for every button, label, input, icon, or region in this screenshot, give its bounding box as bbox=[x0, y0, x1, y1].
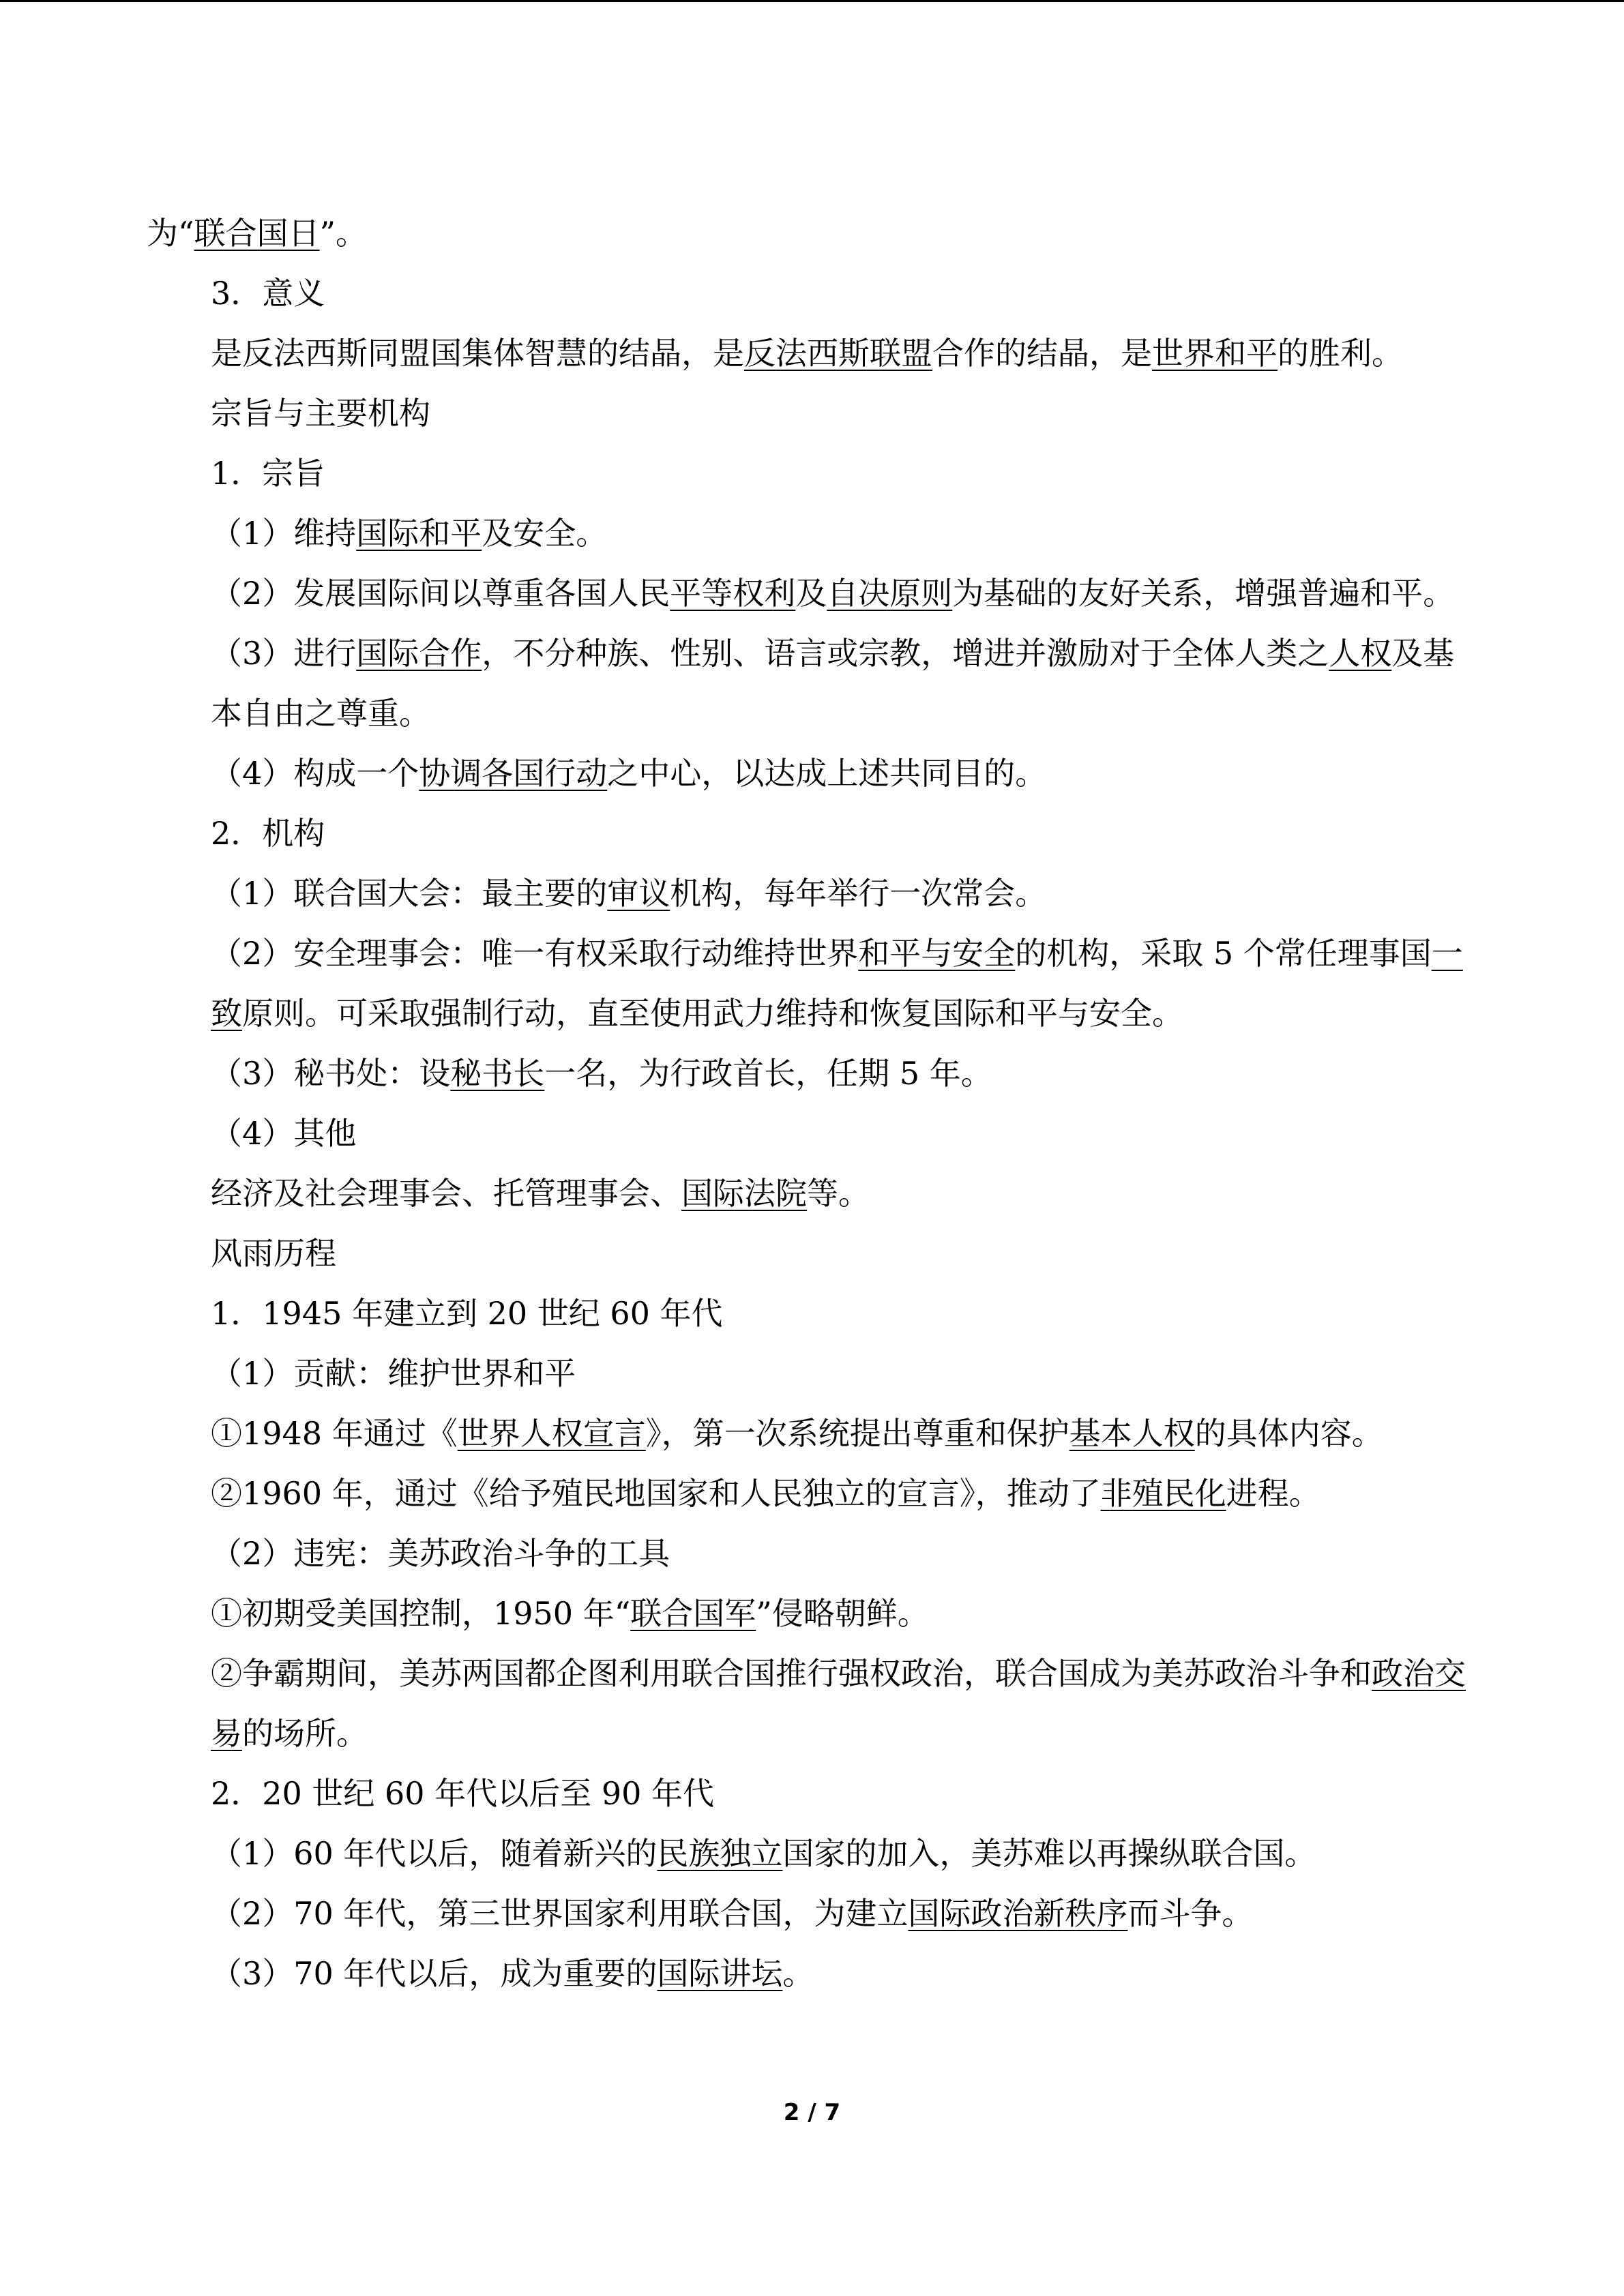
underlined-key-term: 国际和平 bbox=[356, 515, 482, 552]
paragraph-line bbox=[147, 1343, 1483, 1403]
paragraph-line bbox=[147, 803, 1483, 863]
text-segment: 1．1945 年建立到 20 世纪 60 年代 bbox=[211, 1295, 723, 1332]
text-segment: 一名，为行政首长，任期 5 年。 bbox=[544, 1055, 992, 1092]
underlined-key-term: 非殖民化 bbox=[1100, 1475, 1226, 1512]
text-segment: 的机构，采取 5 个常任理事国 bbox=[1015, 935, 1432, 972]
paragraph-line bbox=[147, 1523, 1483, 1583]
underlined-key-term: 和平与安全 bbox=[858, 935, 1016, 972]
underlined-key-term: 国际政治新秩序 bbox=[908, 1895, 1128, 1932]
underlined-key-term: 联合国日 bbox=[194, 215, 320, 252]
paragraph-line bbox=[147, 263, 1483, 323]
text-segment: 及 bbox=[795, 575, 827, 612]
text-segment: ①1948 年通过《 bbox=[211, 1415, 458, 1452]
underlined-key-term: 国际合作 bbox=[356, 635, 482, 672]
paragraph-line bbox=[147, 1583, 1483, 1643]
underlined-key-term: 秘书长 bbox=[450, 1055, 545, 1092]
top-border-line bbox=[0, 0, 1624, 2]
text-segment: 等。 bbox=[807, 1175, 870, 1212]
paragraph-line bbox=[147, 1823, 1483, 1883]
text-segment: 合作的结晶，是 bbox=[932, 335, 1152, 372]
text-segment: 》，第一次系统提出尊重和保护 bbox=[645, 1415, 1069, 1452]
text-segment: 经济及社会理事会、托管理事会、 bbox=[211, 1175, 681, 1212]
text-segment: ①初期受美国控制，1950 年“ bbox=[211, 1595, 631, 1632]
paragraph-line bbox=[147, 1103, 1483, 1163]
text-segment: 。 bbox=[782, 1955, 814, 1992]
text-segment: 为“ bbox=[147, 215, 194, 252]
text-segment: （3）进行 bbox=[211, 635, 357, 672]
underlined-key-term: 政治交易 bbox=[211, 1655, 1466, 1752]
text-segment: 为基础的友好关系，增强普遍和平。 bbox=[952, 575, 1455, 612]
text-segment: 是反法西斯同盟国集体智慧的结晶，是 bbox=[211, 335, 744, 372]
paragraph-line bbox=[147, 1223, 1483, 1283]
paragraph-line bbox=[147, 1043, 1483, 1103]
underlined-key-term: 民族独立 bbox=[657, 1835, 783, 1872]
underlined-key-term: 世界人权宣言 bbox=[457, 1415, 646, 1452]
text-segment: （1）60 年代以后，随着新兴的 bbox=[211, 1835, 658, 1872]
underlined-key-term: 世界和平 bbox=[1152, 335, 1278, 372]
paragraph-line bbox=[147, 1763, 1483, 1823]
underlined-key-term: 国际法院 bbox=[681, 1175, 807, 1212]
text-segment: ②争霸期间，美苏两国都企图利用联合国推行强权政治，联合国成为美苏政治斗争和 bbox=[211, 1655, 1372, 1692]
underlined-key-term: 反法西斯联盟 bbox=[744, 335, 932, 372]
page-number: 2 / 7 bbox=[783, 2099, 841, 2126]
underlined-key-term: 平等权利 bbox=[670, 575, 796, 612]
text-segment: 而斗争。 bbox=[1127, 1895, 1254, 1932]
paragraph-line bbox=[147, 383, 1483, 443]
text-segment: 原则。可采取强制行动，直至使用武力维持和恢复国际和平与安全。 bbox=[242, 995, 1183, 1032]
text-segment: ，不分种族、性别、语言或宗教，增进并激励对于全体人类之 bbox=[482, 635, 1329, 672]
text-segment: ②1960 年，通过《给予殖民地国家和人民独立的宣言》，推动了 bbox=[211, 1475, 1101, 1512]
paragraph-line bbox=[147, 1283, 1483, 1343]
underlined-key-term: 一致 bbox=[211, 935, 1463, 1032]
text-segment: 2．20 世纪 60 年代以后至 90 年代 bbox=[211, 1775, 714, 1812]
paragraph-line bbox=[147, 563, 1483, 623]
paragraph-line bbox=[147, 1403, 1483, 1463]
paragraph-line bbox=[147, 863, 1483, 923]
text-segment: （1）维持 bbox=[211, 515, 357, 552]
text-segment: ”。 bbox=[319, 215, 368, 252]
text-segment: 风雨历程 bbox=[211, 1235, 336, 1272]
paragraph-line bbox=[147, 1163, 1483, 1223]
paragraph-line bbox=[147, 923, 1483, 1043]
paragraph-line bbox=[147, 1943, 1483, 2003]
text-segment: （4）其他 bbox=[211, 1115, 357, 1152]
text-segment: （1）贡献：维护世界和平 bbox=[211, 1355, 576, 1392]
text-segment: （2）70 年代，第三世界国家利用联合国，为建立 bbox=[211, 1895, 909, 1932]
document-body bbox=[147, 203, 1483, 2003]
text-segment: 2．机构 bbox=[211, 815, 325, 852]
text-segment: （3）秘书处：设 bbox=[211, 1055, 451, 1092]
text-segment: （1）联合国大会：最主要的 bbox=[211, 875, 608, 912]
text-segment: （2）发展国际间以尊重各国人民 bbox=[211, 575, 670, 612]
underlined-key-term: 基本人权 bbox=[1069, 1415, 1195, 1452]
paragraph-line bbox=[147, 503, 1483, 563]
text-segment: ”侵略朝鲜。 bbox=[756, 1595, 929, 1632]
paragraph-line bbox=[147, 1643, 1483, 1763]
paragraph-line bbox=[147, 1463, 1483, 1523]
underlined-key-term: 自决原则 bbox=[827, 575, 953, 612]
underlined-key-term: 协调各国行动 bbox=[419, 755, 608, 792]
paragraph-line bbox=[147, 203, 1483, 263]
underlined-key-term: 联合国军 bbox=[630, 1595, 756, 1632]
text-segment: （2）安全理事会：唯一有权采取行动维持世界 bbox=[211, 935, 859, 972]
text-segment: 国家的加入，美苏难以再操纵联合国。 bbox=[782, 1835, 1316, 1872]
paragraph-line bbox=[147, 443, 1483, 503]
paragraph-line bbox=[147, 323, 1483, 383]
text-segment: 之中心，以达成上述共同目的。 bbox=[607, 755, 1047, 792]
text-segment: 宗旨与主要机构 bbox=[211, 395, 430, 432]
text-segment: 的胜利。 bbox=[1278, 335, 1403, 372]
paragraph-line bbox=[147, 623, 1483, 743]
text-segment: 3．意义 bbox=[211, 275, 325, 312]
text-segment: 机构，每年举行一次常会。 bbox=[670, 875, 1047, 912]
underlined-key-term: 人权 bbox=[1329, 635, 1392, 672]
underlined-key-term: 审议 bbox=[607, 875, 670, 912]
text-segment: （2）违宪：美苏政治斗争的工具 bbox=[211, 1535, 670, 1572]
paragraph-line bbox=[147, 1883, 1483, 1943]
text-segment: 的场所。 bbox=[242, 1715, 368, 1752]
underlined-key-term: 国际讲坛 bbox=[657, 1955, 783, 1992]
text-segment: 1．宗旨 bbox=[211, 455, 325, 492]
text-segment: 的具体内容。 bbox=[1194, 1415, 1383, 1452]
text-segment: 及基本自由之尊重。 bbox=[211, 635, 1455, 732]
paragraph-line bbox=[147, 743, 1483, 803]
text-segment: 进程。 bbox=[1226, 1475, 1320, 1512]
text-segment: （3）70 年代以后，成为重要的 bbox=[211, 1955, 658, 1992]
text-segment: 及安全。 bbox=[482, 515, 608, 552]
text-segment: （4）构成一个 bbox=[211, 755, 419, 792]
